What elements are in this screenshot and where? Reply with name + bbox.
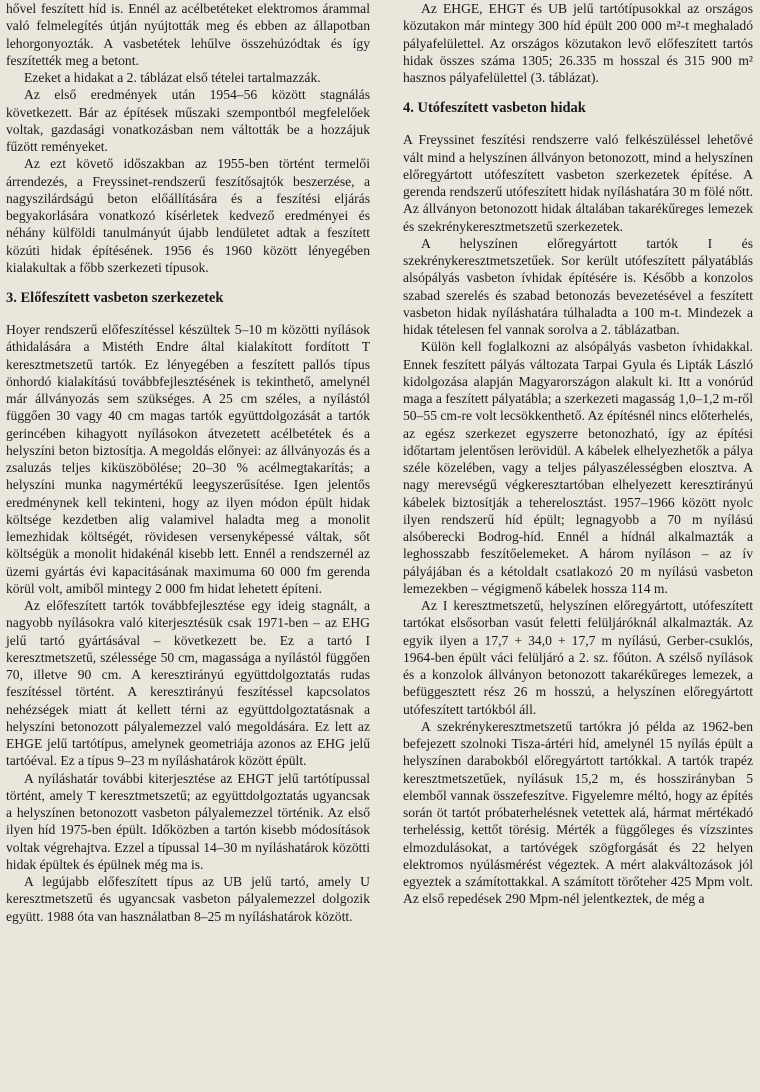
section-heading: 3. Előfeszített vasbeton szerkezetek — [6, 290, 224, 306]
paragraph: hővel feszített híd is. Ennél az acélbetéteket elektromos árammal való felmelegítés útján nyújtották meg és ebben az állapotban lehorgonyozták. A vasbetétek lehűlve összehúzódtak és így feszítették meg a betont. — [6, 1, 370, 68]
right-column — [403, 0, 753, 908]
left-column — [6, 0, 370, 925]
paragraph: Külön kell foglalkozni az alsópályás vasbeton ívhidakkal. Ennek feszített pályás változata Tarpai Gyula és Lipták László kidolgozása alapján Magyarországon alakult ki. Itt a vonórúd maga a feszített pályatábla; a szerkezeti magasság 1,0–1,2 m-ről 50–55 cm-re volt lecsökkenthető. Az építésnél nincs előterhelés, az egész szerkezet egyszerre betonozható, így az építési időtartam jelentősen lerövidül. A kábelek elhelyezhetők a pálya széle közelében, vagy a teljes pályaszélességben elosztva. A nagy merevségű végkeresztartóban elhelyezett keresztirányú kábelek biztosítják a teherelosztást. 1957–1966 között nyolc ilyen rendszerű híd épült; legnagyobb a 70 m nyílású alsóberecki Bodrog-híd. Ennél a hídnál alkalmazták a leghosszabb feszítőelemeket. A három nyíláson – az ív pályájában és a kétoldalt csatlakozó 20 m nyílású vasbeton lemezekben – végigmenő kábelek hossza 114 m. — [403, 339, 753, 596]
paragraph: Hoyer rendszerű előfeszítéssel készültek 5–10 m közötti nyílások áthidalására a Mistéth Endre által kialakított fordított T keresztmetszetű tartók. Ez lényegében a feszített pallós típus önhordó kialakítású továbbfejlesztésének is tekinthető, amelynél már állványozás sem szükséges. A 25 cm széles, a nyílástól függően 30 vagy 40 cm magas tartók együttdolgozását a tartók gerincében kihagyott nyílásokon átvezetett acélbetétek és a helyszíni beton biztosítja. A megoldás előnyei: az állványozás és a zsaluzás teljes kiküszöbölése; 20–30 % acélmegtakarítás; a helyszíni munka nagymértékű leegyszerűsítése. Igen jelentős eredménynek kell tekinteni, hogy az ilyen módon épült hidak költsége kezdetben alig valamivel haladta meg a monolit lemezhidak költségét, rövidesen versenyképessé váltak, sőt költségük a monolit hidakénál kisebb lett. Ennél a rendszernél az üzemi gyártás évi kapacitásának maximuma 60 000 fm gerenda körül volt, amiből mintegy 2 000 fm hidat lehetett építeni. — [6, 322, 370, 596]
paragraph: A nyíláshatár további kiterjesztése az EHGT jelű tartótípussal történt, amely T keresztmetszetű; az együttdolgoztatás ugyancsak a helyszínen betonozott vasbeton pályalemezzel történik. Az első ilyen híd 1975-ben épült. Időközben a tartón kisebb módosítások voltak végrehajtva. Ezzel a típussal 14–30 m nyíláshatárok közötti hidak épültek és épülnek még ma is. — [6, 770, 370, 872]
paragraph: Az I keresztmetszetű, helyszínen előregyártott, utófeszített tartókat elsősorban vasút feletti felüljáróknál alkalmazták. Az egyik ilyen a 17,7 + 34,0 + 17,7 m nyílású, Gerber-csuklós, 1964-ben épült váci felüljáró a 2. sz. főúton. A szélső nyílások és a konzolok állványon betonozott takarékűreges lemezek, a befüggesztett rész 26 m hosszú, a helyszínen előregyártott utófeszített tartókból áll. — [403, 598, 753, 717]
paragraph: A legújabb előfeszített típus az UB jelű tartó, amely U keresztmetszetű és ugyancsak vasbeton pályalemezzel dolgozik együtt. 1988 óta van használatban 8–25 m nyíláshatárok között. — [6, 874, 370, 924]
paragraph: Az ezt követő időszakban az 1955-ben történt termelői árrendezés, a Freyssinet-rendszerű feszítősajtók beszerzése, a nagyszilárdságú beton előállítására és a feszítési eljárás begyakorlására vonatkozó kísérletek kedvező eredményei és néhány külföldi tanulmányút újabb lendületet adtak a feszített közúti hidak építésének. 1956 és 1960 között lényegében kialakultak a főbb szerkezeti típusok. — [6, 156, 370, 275]
paragraph: Az első eredmények után 1954–56 között stagnálás következett. Bár az építések műszaki szempontból megfelelőek voltak, gazdasági vonatkozásban nem váltották be a hozzájuk fűzött reményeket. — [6, 87, 370, 154]
paragraph: Az előfeszített tartók továbbfejlesztése egy ideig stagnált, a nagyobb nyílásokra való kiterjesztésük csak 1971-ben – az EHG jelű tartó gyártásával – következett be. Ez a tartó I keresztmetszetű, szélessége 50 cm, magassága a nyílástól függően 70, illetve 90 cm. A keresztirányú együttdolgoztatás rudas feszítéssel történt. A keresztirányú feszítéssel kapcsolatos nehézségek miatt át kellett térni az együttdolgoztatásnak a helyszíni betonozott pályalemezzel való megoldására. Ez lett az EHGE jelű tartótípus, amelynek geometriája azonos az EHG jelű tartóéval. Ez a típus 9–23 m nyíláshatárok között épült. — [6, 598, 370, 769]
paragraph: Ezeket a hidakat a 2. táblázat első tételei tartalmazzák. — [24, 70, 321, 85]
paragraph: A szekrénykeresztmetszetű tartókra jó példa az 1962-ben befejezett szolnoki Tisza-ártéri híd, amelynél 15 nyílás épült a helyszínen darabokból előregyártott tartókkal. A tartók trapéz keresztmetszetűek, nyílásuk 15,2 m, és hosszirányban 5 elemből vannak összefeszítve. Figyelemre méltó, hogy az építés során öt tartót próbaterhelésnek vetettek alá, hármat mértékadó terheléssig, kettőt törésig. Mérték a függőleges és vízszintes elmozdulásokat, a tartóvégek szögforgását és 22 helyen elektromos nyúlásmérést végeztek. A mért alakváltozások jól egyeztek a számítottakkal. A számított törőteher 425 Mpm volt. Az első repedések 290 Mpm-nél jelentkeztek, de még a — [403, 718, 753, 907]
section-heading: 4. Utófeszített vasbeton hidak — [403, 100, 586, 117]
paragraph: Az EHGE, EHGT és UB jelű tartótípusokkal az országos közutakon már mintegy 300 híd épült 200 000 m²-t meghaladó pályafelülettel. Az országos közutakon levő előfeszített tartós hidak összes száma 1305; 26.335 m hosszal és 315 900 m² hasznos pályafelülettel (3. táblázat). — [403, 1, 753, 85]
paragraph: A Freyssinet feszítési rendszerre való felkészüléssel lehetővé vált mind a helyszínen állványon betonozott, mind a helyszínen előregyártott utófeszített vasbeton szerkezetek építése. A gerenda rendszerű utófeszített hidak nyíláshatára 30 m fölé nőtt. Az állványon betonozott hidak általában takarékűreges lemezek és szekrénykeresztmetszetű szerkezetek. — [403, 132, 753, 234]
paragraph: A helyszínen előregyártott tartók I és szekrénykeresztmetszetűek. Sor került utófeszített pályatáblás alsópályás vasbeton ívhidak építésére is. Később a konzolos szabad szerelés és szabad betonozás bevezetésével a feszített vasbeton hidak nyíláshatára túlhaladta a 100 m-t. Mindezek a hidak tételesen fel vannak sorolva a 2. táblázatban. — [403, 235, 753, 337]
